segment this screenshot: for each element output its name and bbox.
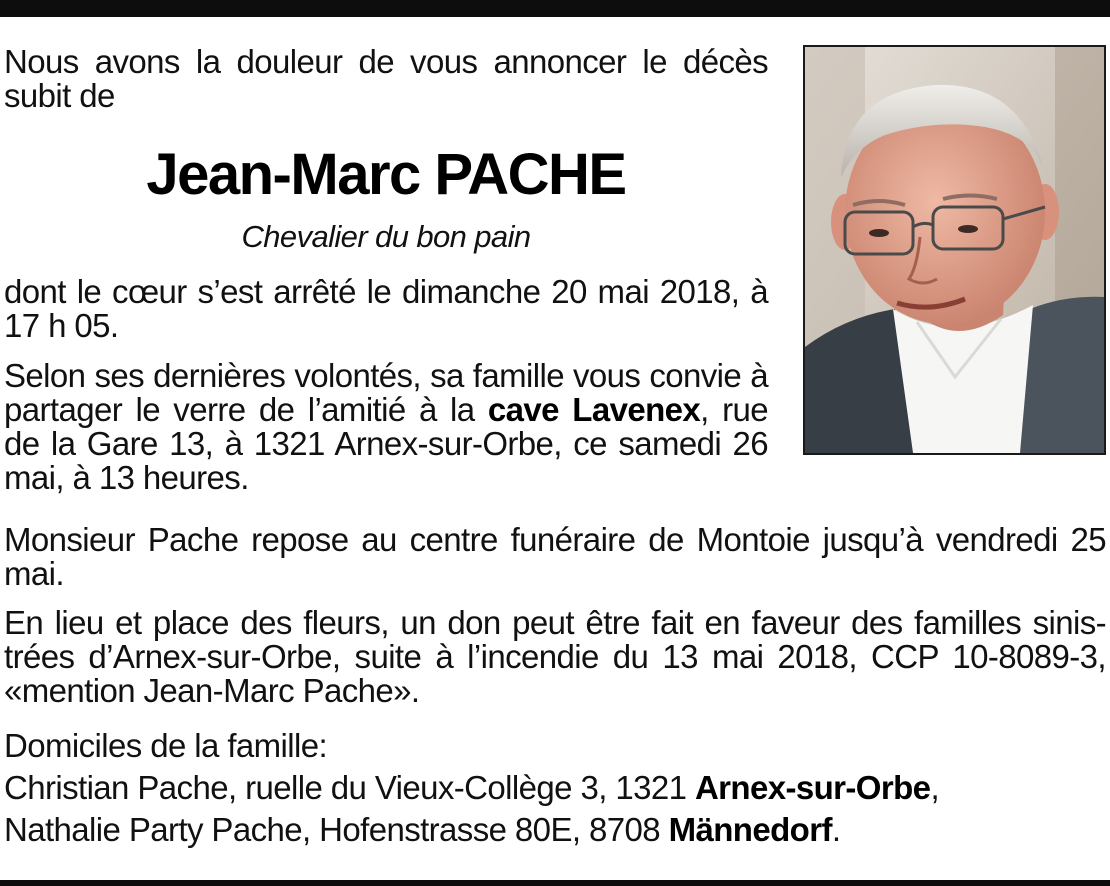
family-address-1 bbox=[4, 771, 1106, 805]
deceased-name: Jean-Marc PACHE bbox=[146, 142, 626, 207]
address-1-text: Christian Pache, ruelle du Vieux-Collège 3, 1321 bbox=[4, 769, 695, 806]
family-address-2 bbox=[4, 813, 1106, 847]
gathering-text-before: Selon ses dernières volontés, sa famille vous convie à partager le verre de l’amitié à la bbox=[4, 357, 768, 428]
gathering-paragraph bbox=[4, 359, 768, 495]
top-rule bbox=[0, 0, 1110, 17]
bottom-rule bbox=[0, 880, 1110, 886]
address-2-end: . bbox=[831, 811, 841, 848]
address-1-city: Arnex-sur-Orbe bbox=[694, 769, 931, 806]
portrait-photo-icon bbox=[805, 47, 1104, 453]
deceased-title: Chevalier du bon pain bbox=[241, 219, 531, 254]
address-2-city: Männedorf bbox=[668, 811, 832, 848]
donation-paragraph: En lieu et place des fleurs, un don peut être fait en faveur des familles sinis-trées d’Arnex-sur-Orbe, suite à l’incendie du 13 mai 2018, CCP 10-8089-3, «mention Jean-Marc Pache». bbox=[4, 604, 1106, 709]
domiciles-heading: Domiciles de la famille: bbox=[4, 727, 328, 764]
portrait-photo bbox=[803, 45, 1106, 455]
address-2-text: Nathalie Party Pache, Hofenstrasse 80E, 8708 bbox=[4, 811, 669, 848]
gathering-place: cave Lavenex bbox=[487, 391, 701, 428]
address-1-end: , bbox=[930, 769, 940, 806]
death-paragraph: dont le cœur s’est arrêté le dimanche 20 mai 2018, à 17 h 05. bbox=[4, 273, 768, 344]
gathering-text-after: , rue de la Gare 13, à 1321 Arnex-sur-Orbe, ce samedi 26 mai, à 13 heures. bbox=[4, 391, 768, 496]
repose-paragraph: Monsieur Pache repose au centre funéraire de Montoie jusqu’à vendredi 25 mai. bbox=[4, 521, 1106, 592]
intro-text: Nous avons la douleur de vous annoncer le décès subit de bbox=[4, 43, 768, 114]
